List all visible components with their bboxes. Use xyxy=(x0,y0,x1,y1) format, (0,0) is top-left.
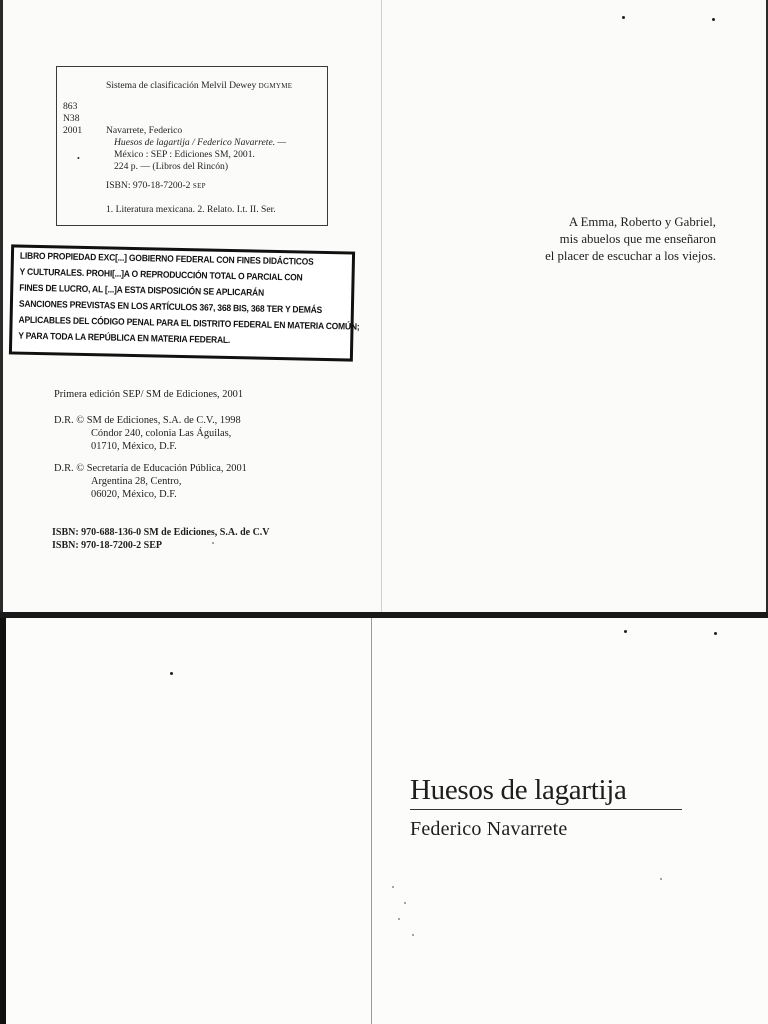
ink-speck xyxy=(622,16,625,19)
call-number-cutter: N38 xyxy=(63,113,80,124)
ink-speck xyxy=(714,632,717,635)
title-rule xyxy=(410,809,682,810)
ink-speck xyxy=(392,886,394,888)
book-author: Federico Navarrete xyxy=(410,818,568,840)
ink-speck xyxy=(660,878,662,880)
stamp-line: APLICABLES DEL CÓDIGO PENAL PARA EL DISTRITO FEDERAL EN MATERIA COMÚN; xyxy=(18,314,360,332)
catalog-title: Huesos de lagartija / Federico Navarrete. — xyxy=(114,137,287,148)
ink-speck xyxy=(412,934,414,936)
book-gutter xyxy=(381,0,382,612)
copyright-sm-postal: 01710, México, D.F. xyxy=(91,441,177,452)
copyright-sm: D.R. © SM de Ediciones, S.A. de C.V., 1998 xyxy=(54,415,241,426)
ink-speck xyxy=(712,18,715,21)
page-edge-shadow xyxy=(0,0,3,612)
ink-speck xyxy=(398,918,400,920)
dedication-line: A Emma, Roberto y Gabriel, xyxy=(568,215,716,229)
catalog-imprint: México : SEP : Ediciones SM, 2001. xyxy=(114,149,255,160)
dedication-line: el placer de escuchar a los viejos. xyxy=(545,249,716,263)
ink-speck xyxy=(624,630,627,633)
bottom-spread xyxy=(0,618,768,1024)
call-number-class: 863 xyxy=(63,101,78,112)
stamp-line: FINES DE LUCRO, AL [...]A ESTA DISPOSICIÓN SE APLICARÁN xyxy=(19,282,265,298)
dedication-line: mis abuelos que me enseñaron xyxy=(559,232,716,246)
stamp-line: Y CULTURALES. PROHI[...]A O REPRODUCCIÓN TOTAL O PARCIAL CON xyxy=(19,266,303,283)
stamp-line: LIBRO PROPIEDAD EXC[...] GOBIERNO FEDERAL CON FINES DIDÁCTICOS xyxy=(19,250,314,267)
book-gutter xyxy=(371,618,372,1024)
copyright-sm-address: Cóndor 240, colonia Las Águilas, xyxy=(91,428,232,439)
edition-note: Primera edición SEP/ SM de Ediciones, 2001 xyxy=(54,389,244,400)
copyright-sep: D.R. © Secretaría de Educación Pública, 2001 xyxy=(54,463,247,474)
ink-speck xyxy=(404,902,406,904)
page-edge-shadow xyxy=(0,618,6,1024)
catalog-isbn: ISBN: 970-18-7200-2 xyxy=(106,180,191,191)
isbn-sm: ISBN: 970-688-136-0 SM de Ediciones, S.A. de C.V xyxy=(52,527,270,538)
classification-system-title: Sistema de clasificación Melvil Dewey xyxy=(106,80,257,91)
isbn-sep: ISBN: 970-18-7200-2 SEP xyxy=(52,540,163,551)
catalog-isbn-line xyxy=(106,180,206,192)
stamp-line: SANCIONES PREVISTAS EN LOS ARTÍCULOS 367, 368 BIS, 368 TER Y DEMÁS xyxy=(18,298,323,315)
bullet-mark: • xyxy=(77,154,80,163)
catalog-author: Navarrete, Federico xyxy=(106,125,183,136)
ownership-stamp xyxy=(9,244,360,361)
book-title: Huesos de lagartija xyxy=(410,774,627,806)
classification-system-line xyxy=(106,80,292,92)
copyright-sep-postal: 06020, México, D.F. xyxy=(91,489,177,500)
copyright-sep-address: Argentina 28, Centro, xyxy=(91,476,182,487)
ink-speck xyxy=(170,672,173,675)
catalog-isbn-mark: SEP xyxy=(192,182,206,190)
catalog-subjects: 1. Literatura mexicana. 2. Relato. I.t. II. Ser. xyxy=(106,204,276,215)
ink-speck xyxy=(212,542,214,544)
cataloging-record xyxy=(56,66,328,226)
catalog-pages: 224 p. — (Libros del Rincón) xyxy=(114,161,229,172)
classification-system-mark: DGMYME xyxy=(258,82,293,90)
call-number-year: 2001 xyxy=(63,125,83,136)
stamp-line: Y PARA TODA LA REPÚBLICA EN MATERIA FEDERAL. xyxy=(18,330,231,346)
